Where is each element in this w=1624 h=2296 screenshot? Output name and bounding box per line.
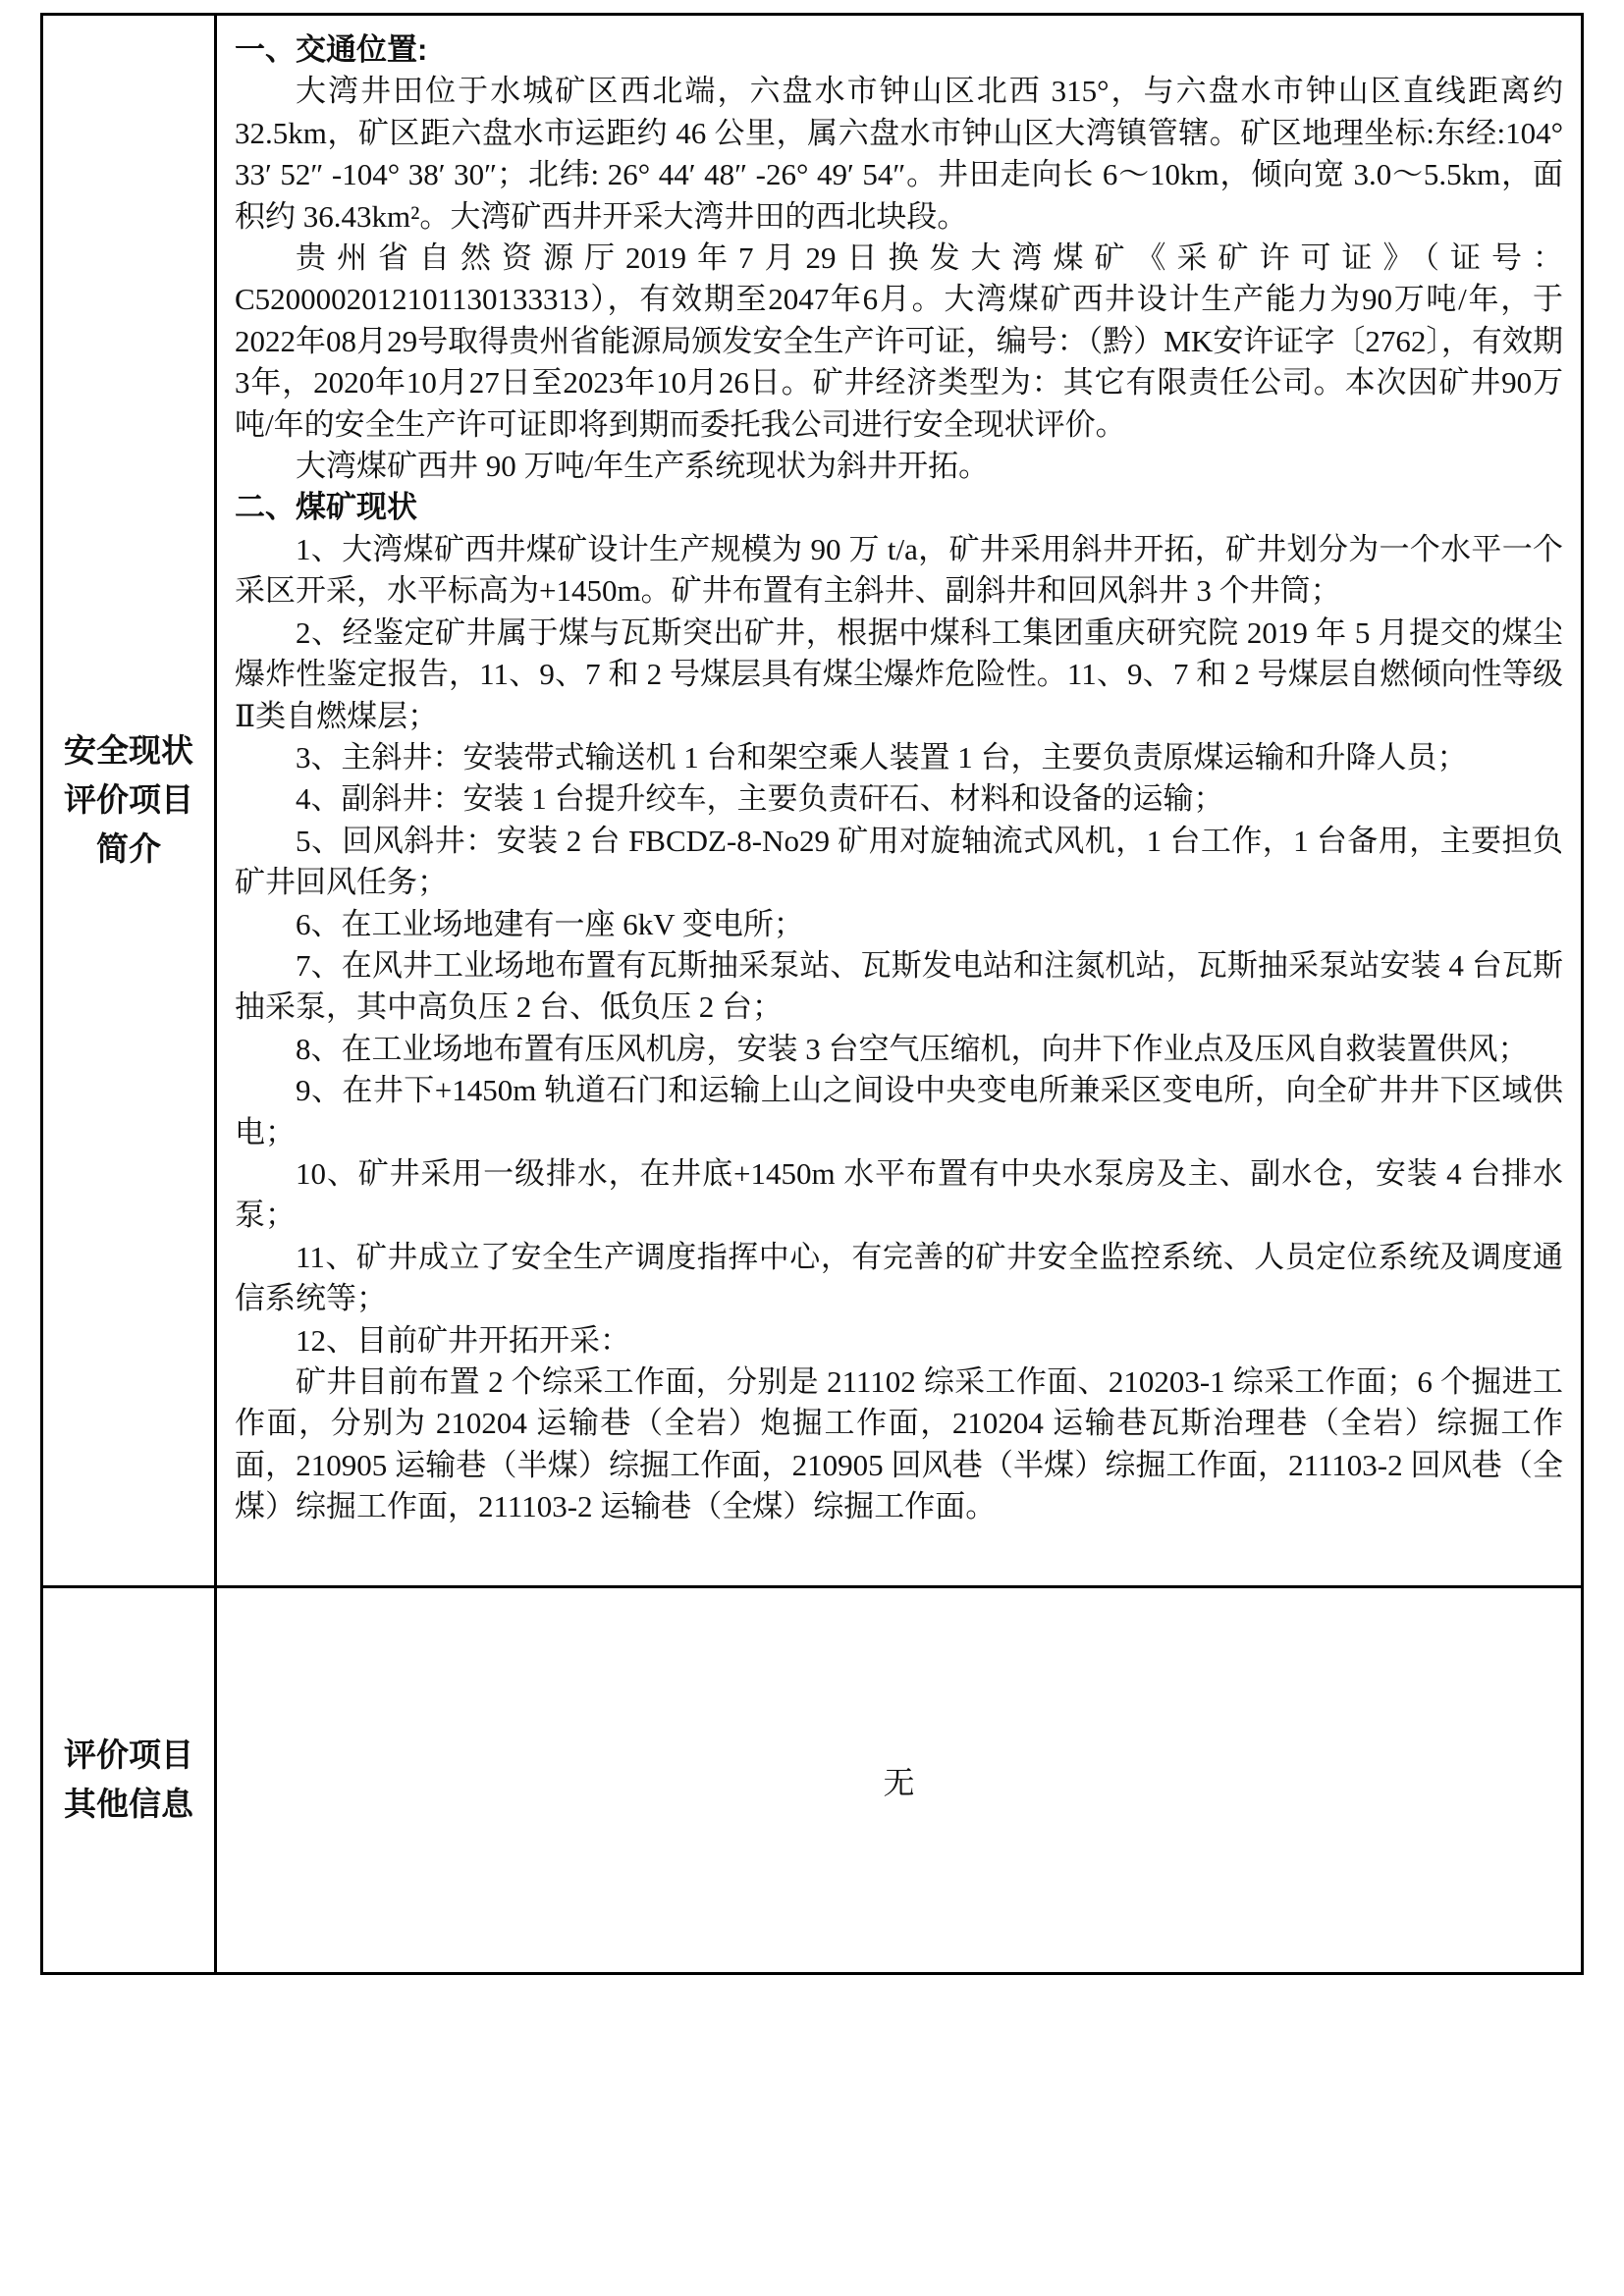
list-item: 7、在风井工业场地布置有瓦斯抽采泵站、瓦斯发电站和注氮机站，瓦斯抽采泵站安装 4 台瓦斯抽采泵，其中高负压 2 台、低负压 2 台； (235, 947, 1563, 1025)
row-header-line: 其他信息 (64, 1787, 193, 1823)
list-item: 10、矿井采用一级排水，在井底+1450m 水平布置有中央水泵房及主、副水仓，安装 4 台排水泵； (235, 1155, 1563, 1233)
row-header-other-info (43, 1588, 217, 1972)
row-header-line: 评价项目 (64, 1737, 193, 1774)
paragraph: 矿井目前布置 2 个综采工作面，分别是 211102 综采工作面、210203-1 综采工作面；6 个掘进工作面，分别为 210204 运输巷（全岩）炮掘工作面，210204 运输巷瓦斯治理巷（全岩）综掘工作面，210905 运输巷（半煤）综掘工作面，210905 回风巷（半煤）综掘工作面，211103-2 回风巷（全煤）综掘工作面，211103-2 运输巷（全煤）综掘工作面。 (235, 1364, 1563, 1524)
list-item: 4、副斜井：安装 1 台提升绞车，主要负责矸石、材料和设备的运输； (296, 781, 1224, 817)
list-item: 6、在工业场地建有一座 6kV 变电所； (296, 906, 804, 941)
other-info-value: 无 (883, 1764, 915, 1800)
section-heading-mine-status: 二、煤矿现状 (235, 490, 417, 525)
row-header-line: 简介 (96, 831, 161, 868)
list-item: 9、在井下+1450m 轨道石门和运输上山之间设中央变电所兼采区变电所，向全矿井井下区域供电； (235, 1073, 1563, 1149)
paragraph: 大湾煤矿西井 90 万吨/年生产系统现状为斜井开拓。 (296, 449, 990, 484)
row-header-safety-evaluation-intro (43, 16, 217, 1588)
list-item: 1、大湾煤矿西井煤矿设计生产规模为 90 万 t/a，矿井采用斜井开拓，矿井划分为一个水平一个采区开采，水平标高为+1450m。矿井布置有主斜井、副斜井和回风斜井 3 个井筒； (235, 531, 1563, 609)
row-header-line: 评价项目 (64, 782, 193, 819)
paragraph: 贵州省自然资源厅2019年7月29日换发大湾煤矿《采矿许可证》（证号：C5200002012101130133313），有效期至2047年6月。大湾煤矿西井设计生产能力为90万吨/年，于2022年08月29号取得贵州省能源局颁发安全生产许可证，编号：（黔）MK安许证字〔2762〕，有效期3年，2020年10月27日至2023年10月26日。矿井经济类型为：其它有限责任公司。本次因矿井90万吨/年的安全生产许可证即将到期而委托我公司进行安全现状评价。 (235, 240, 1563, 442)
paragraph: 大湾井田位于水城矿区西北端，六盘水市钟山区北西 315°，与六盘水市钟山区直线距离约 32.5km，矿区距六盘水市运距约 46 公里，属六盘水市钟山区大湾镇管辖。矿区地理坐标:东经:104° 33′ 52″ -104° 38′ 30″；北纬: 26° 44′ 48″ -26° 49′ 54″。井田走向长 6～10km，倾向宽 3.0～5.5km，面积约 36.43km²。大湾矿西井开采大湾井田的西北块段。 (235, 74, 1563, 234)
section-heading-traffic-location: 一、交通位置: (235, 32, 428, 67)
cell-safety-evaluation-intro-content (217, 16, 1581, 1588)
list-item: 5、回风斜井：安装 2 台 FBCDZ-8-No29 矿用对旋轴流式风机，1 台工作，1 台备用，主要担负矿井回风任务； (235, 823, 1563, 900)
list-item: 12、目前矿井开拓开采： (296, 1322, 630, 1358)
cell-other-info-content (217, 1588, 1581, 1972)
list-item: 11、矿井成立了安全生产调度指挥中心，有完善的矿井安全监控系统、人员定位系统及调度通信系统等； (235, 1239, 1563, 1316)
list-item: 2、经鉴定矿井属于煤与瓦斯突出矿井，根据中煤科工集团重庆研究院 2019 年 5 月提交的煤尘爆炸性鉴定报告，11、9、7 和 2 号煤层具有煤尘爆炸危险性。11、9、7 和 2 号煤层自燃倾向性等级Ⅱ类自燃煤层； (235, 614, 1563, 733)
info-table (40, 13, 1584, 1975)
list-item: 3、主斜井：安装带式输送机 1 台和架空乘人装置 1 台，主要负责原煤运输和升降人员； (296, 739, 1468, 774)
row-header-line: 安全现状 (64, 733, 193, 770)
list-item: 8、在工业场地布置有压风机房，安装 3 台空气压缩机，向井下作业点及压风自救装置供风； (296, 1031, 1529, 1066)
